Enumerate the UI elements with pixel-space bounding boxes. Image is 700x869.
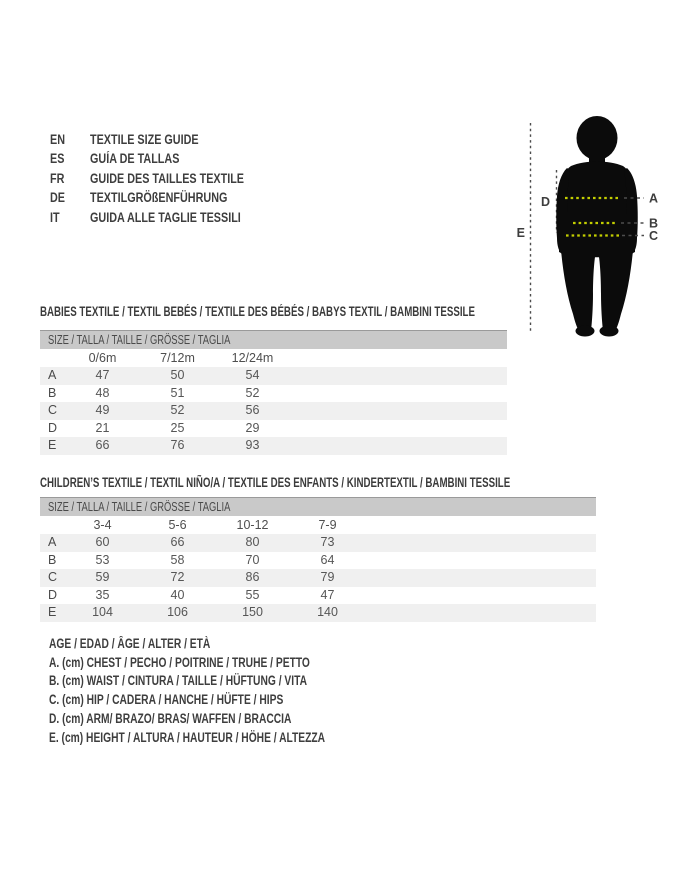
child-silhouette bbox=[556, 116, 638, 337]
lang-row-fr bbox=[50, 169, 244, 188]
size-value: 25 bbox=[170, 420, 185, 435]
size-value: 66 bbox=[170, 535, 185, 549]
size-value: 49 bbox=[95, 403, 110, 418]
size-value: 76 bbox=[170, 438, 185, 453]
column-header: 5-6 bbox=[168, 518, 187, 532]
size-value: 70 bbox=[245, 552, 260, 567]
size-value: 47 bbox=[95, 368, 110, 382]
lang-title: TEXTILGRÖßENFÜHRUNG bbox=[90, 190, 228, 206]
size-value: 140 bbox=[317, 605, 338, 620]
row-label: D bbox=[48, 587, 58, 602]
lang-code: ES bbox=[50, 151, 65, 167]
legend-hip: C. (cm) HIP / CADERA / HANCHE / HÜFTE / HIPS bbox=[49, 692, 284, 708]
size-value: 54 bbox=[245, 368, 260, 382]
table-row bbox=[40, 552, 596, 570]
babies-size-table bbox=[40, 330, 507, 455]
measurement-legend bbox=[49, 635, 412, 747]
legend-waist: B. (cm) WAIST / CINTURA / TAILLE / HÜFTUNG / VITA bbox=[49, 673, 308, 689]
size-value: 86 bbox=[245, 570, 260, 585]
table-row bbox=[40, 534, 596, 552]
row-label: A bbox=[48, 368, 57, 382]
size-value: 29 bbox=[245, 420, 260, 435]
row-label: C bbox=[48, 570, 58, 585]
babies-section-title: BABIES TEXTILE / TEXTIL BEBÉS / TEXTILE DES BÉBÉS / BABYS TEXTIL / BAMBINI TESSILE bbox=[40, 304, 475, 319]
child-silhouette-figure bbox=[505, 110, 675, 345]
legend-arm: D. (cm) ARM/ BRAZO/ BRAS/ WAFFEN / BRACCIA bbox=[49, 710, 292, 726]
row-label: A bbox=[48, 535, 57, 549]
legend-age: AGE / EDAD / ÂGE / ALTER / ETÀ bbox=[49, 636, 211, 651]
arm-label: D bbox=[540, 195, 550, 209]
size-value: 58 bbox=[170, 552, 185, 567]
chest-label: A bbox=[649, 191, 659, 206]
column-header: 12/24m bbox=[231, 351, 274, 365]
legend-chest: A. (cm) CHEST / PECHO / POITRINE / TRUHE / PETTO bbox=[49, 654, 310, 670]
lang-code: EN bbox=[50, 132, 66, 147]
table-row bbox=[40, 420, 507, 438]
babies-size-header bbox=[40, 330, 507, 349]
size-header-label: SIZE / TALLA / TAILLE / GRÖSSE / TAGLIA bbox=[48, 333, 231, 347]
children-size-table bbox=[40, 497, 596, 622]
table-row bbox=[40, 569, 596, 587]
row-label: C bbox=[48, 403, 58, 418]
size-value: 66 bbox=[95, 438, 110, 453]
lang-code: DE bbox=[50, 190, 66, 206]
size-value: 56 bbox=[245, 403, 260, 418]
size-value: 80 bbox=[245, 535, 260, 549]
legend-height: E. (cm) HEIGHT / ALTURA / HAUTEUR / HÖHE / ALTEZZA bbox=[49, 729, 326, 745]
size-value: 53 bbox=[95, 552, 110, 567]
lang-code: FR bbox=[50, 170, 65, 186]
size-value: 47 bbox=[320, 587, 335, 602]
size-value: 21 bbox=[95, 420, 110, 435]
waist-label: B bbox=[649, 216, 659, 231]
size-value: 73 bbox=[320, 535, 335, 549]
size-value: 79 bbox=[320, 570, 335, 585]
lang-row-it bbox=[50, 208, 244, 227]
table-row bbox=[40, 402, 507, 420]
column-header: 10-12 bbox=[236, 518, 269, 532]
size-value: 93 bbox=[245, 438, 260, 453]
size-value: 150 bbox=[242, 605, 263, 620]
column-header: 3-4 bbox=[93, 518, 112, 532]
lang-row-en bbox=[50, 130, 244, 149]
size-value: 55 bbox=[245, 587, 260, 602]
children-column-header-row bbox=[40, 516, 596, 534]
row-label: B bbox=[48, 385, 57, 400]
lang-title: GUIDA ALLE TAGLIE TESSILI bbox=[90, 209, 241, 225]
row-label: E bbox=[48, 605, 57, 620]
size-header-label: SIZE / TALLA / TAILLE / GRÖSSE / TAGLIA bbox=[48, 500, 231, 514]
hip-label: C bbox=[649, 229, 659, 243]
column-header: 0/6m bbox=[88, 351, 117, 365]
height-label: E bbox=[516, 226, 525, 240]
table-row bbox=[40, 385, 507, 403]
lang-row-de bbox=[50, 188, 244, 207]
children-size-header bbox=[40, 497, 596, 516]
table-row bbox=[40, 367, 507, 385]
size-value: 48 bbox=[95, 385, 110, 400]
lang-row-es bbox=[50, 149, 244, 168]
lang-title: TEXTILE SIZE GUIDE bbox=[90, 132, 199, 147]
column-header: 7-9 bbox=[318, 518, 337, 532]
size-value: 51 bbox=[170, 385, 185, 400]
lang-title: GUÍA DE TALLAS bbox=[90, 151, 180, 167]
table-row bbox=[40, 437, 507, 455]
size-value: 106 bbox=[167, 605, 188, 620]
row-label: E bbox=[48, 438, 57, 453]
row-label: B bbox=[48, 552, 57, 567]
size-value: 35 bbox=[95, 587, 110, 602]
children-section-title: CHILDREN’S TEXTILE / TEXTIL NIÑO/A / TEXTILE DES ENFANTS / KINDERTEXTIL / BAMBINI TESSILE bbox=[40, 475, 511, 490]
size-value: 60 bbox=[95, 535, 110, 549]
table-row bbox=[40, 587, 596, 605]
row-label: D bbox=[48, 420, 58, 435]
size-value: 52 bbox=[170, 403, 185, 418]
language-title-block bbox=[50, 130, 293, 227]
column-header: 7/12m bbox=[160, 351, 195, 365]
size-value: 40 bbox=[170, 587, 185, 602]
size-value: 72 bbox=[170, 570, 185, 585]
size-value: 64 bbox=[320, 552, 335, 567]
babies-column-header-row bbox=[40, 349, 507, 367]
size-value: 104 bbox=[92, 605, 113, 620]
lang-code: IT bbox=[50, 209, 60, 225]
size-value: 52 bbox=[245, 385, 260, 400]
table-row bbox=[40, 604, 596, 622]
size-value: 50 bbox=[170, 368, 185, 382]
lang-title: GUIDE DES TAILLES TEXTILE bbox=[90, 170, 245, 186]
size-value: 59 bbox=[95, 570, 110, 585]
